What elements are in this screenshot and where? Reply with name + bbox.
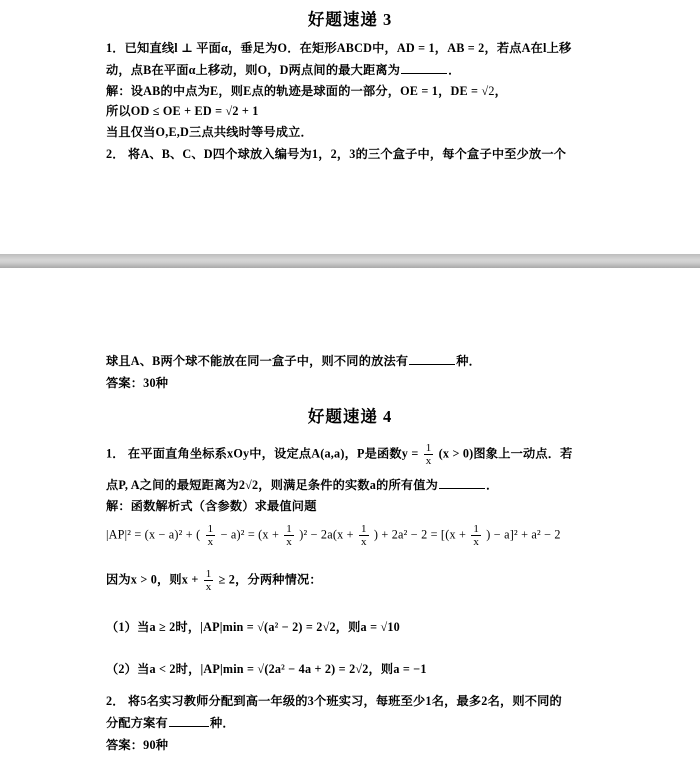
answer-blank <box>409 352 455 365</box>
problem-4-1-line-1 <box>106 442 573 467</box>
equation-part-c: )² − 2a(x + <box>299 527 354 542</box>
problem-4-1-line-1-end: (x > 0)图象上一动点．若 <box>438 446 573 461</box>
equation-part-d: ) + 2a² − 2 = [(x + <box>373 527 467 542</box>
denominator: x <box>360 536 367 548</box>
problem-4-1-line-1-text: 1． 在平面直角坐标系xOy中，设定点A(a,a)，P是函数y = <box>106 446 419 461</box>
document-page-2 <box>0 268 700 763</box>
numerator: 1 <box>360 523 367 535</box>
denominator: x <box>207 536 214 548</box>
fraction-1-over-x <box>471 523 481 548</box>
denominator: x <box>205 581 212 593</box>
problem-4-1-line-2-text: 点P, A之间的最短距离为2√2，则满足条件的实数a的所有值为 <box>106 478 439 492</box>
problem-1-line-1: 1．已知直线l ⊥ 平面α，垂足为O．在矩形ABCD中，AD = 1，AB = 2，若点A在l上移 <box>106 41 572 55</box>
solution-line-2: 所以OD ≤ OE + ED = √2 + 1 <box>106 104 259 118</box>
fraction-1-over-x <box>204 568 214 593</box>
problem-4-1-line-2-end: ． <box>486 478 499 492</box>
fraction-1-over-x <box>424 442 434 467</box>
problem-1-line-2 <box>106 61 461 78</box>
equation-part-e: ) − a]² + a² − 2 <box>486 527 561 542</box>
sqrt-2: √2 <box>481 84 495 98</box>
section-title-4: 好题速递 4 <box>307 407 393 426</box>
condition-end: ≥ 2，分两种情况： <box>218 572 322 587</box>
distance-equation <box>106 523 561 548</box>
numerator: 1 <box>286 523 292 535</box>
fraction-1-over-x <box>206 523 216 548</box>
problem-4-2-line-2 <box>106 714 235 731</box>
answer-blank <box>401 61 447 74</box>
problem-2-line-2 <box>106 352 481 369</box>
answer-90: 答案：90种 <box>106 738 169 752</box>
problem-4-2-line-2-text: 分配方案有 <box>106 716 168 730</box>
numerator: 1 <box>473 523 480 535</box>
denominator: x <box>286 536 292 548</box>
document-page-1 <box>0 0 700 254</box>
problem-2-line-2-end: 种． <box>456 354 482 368</box>
condition-line <box>106 568 322 593</box>
problem-2-line-1: 2． 将A、B、C、D四个球放入编号为1，2，3的三个盒子中，每个盒子中至少放一个 <box>106 147 567 161</box>
answer-blank <box>439 476 485 489</box>
condition-text: 因为x > 0，则x + <box>106 572 199 587</box>
problem-4-1-line-2 <box>106 476 498 493</box>
answer-30: 答案：30种 <box>106 376 169 390</box>
case-2: （2）当a < 2时，|AP|min = √(2a² − 4a + 2) = 2√2，则a = −1 <box>106 662 427 676</box>
numerator: 1 <box>205 568 212 580</box>
fraction-1-over-x <box>359 523 369 548</box>
problem-1-line-2-text: 动，点B在平面α上移动，则O，D两点间的最大距离为 <box>106 63 401 77</box>
numerator: 1 <box>207 523 214 535</box>
solution-line-1-text: 解：设AB的中点为E，则E点的轨迹是球面的一部分，OE = 1，DE = <box>106 84 482 98</box>
equation-part-a: |AP|² = (x − a)² + ( <box>106 527 201 542</box>
numerator: 1 <box>425 442 432 454</box>
problem-4-2-line-1: 2． 将5名实习教师分配到高一年级的3个班实习，每班至少1名，最多2名，则不同的 <box>106 694 562 708</box>
section-title-3: 好题速递 3 <box>307 10 393 29</box>
denominator: x <box>425 455 432 467</box>
denominator: x <box>473 536 480 548</box>
solution-line-1 <box>106 82 507 99</box>
solution-line-1-end: ， <box>494 84 508 98</box>
problem-2-line-2-text: 球且A、B两个球不能放在同一盒子中，则不同的放法有 <box>106 354 409 368</box>
fraction-1-over-x <box>284 523 294 548</box>
solution-heading: 解：函数解析式（含参数）求最值问题 <box>106 499 317 513</box>
case-1: （1）当a ≥ 2时，|AP|min = √(a² − 2) = 2√2，则a = √10 <box>106 620 400 634</box>
solution-line-3: 当且仅当O,E,D三点共线时等号成立． <box>106 125 313 139</box>
equation-part-b: − a)² = (x + <box>220 527 280 542</box>
problem-1-line-2-end: ． <box>448 63 461 77</box>
page-separator <box>0 254 700 268</box>
problem-4-2-line-2-end: 种． <box>209 716 235 730</box>
answer-blank <box>169 714 209 727</box>
